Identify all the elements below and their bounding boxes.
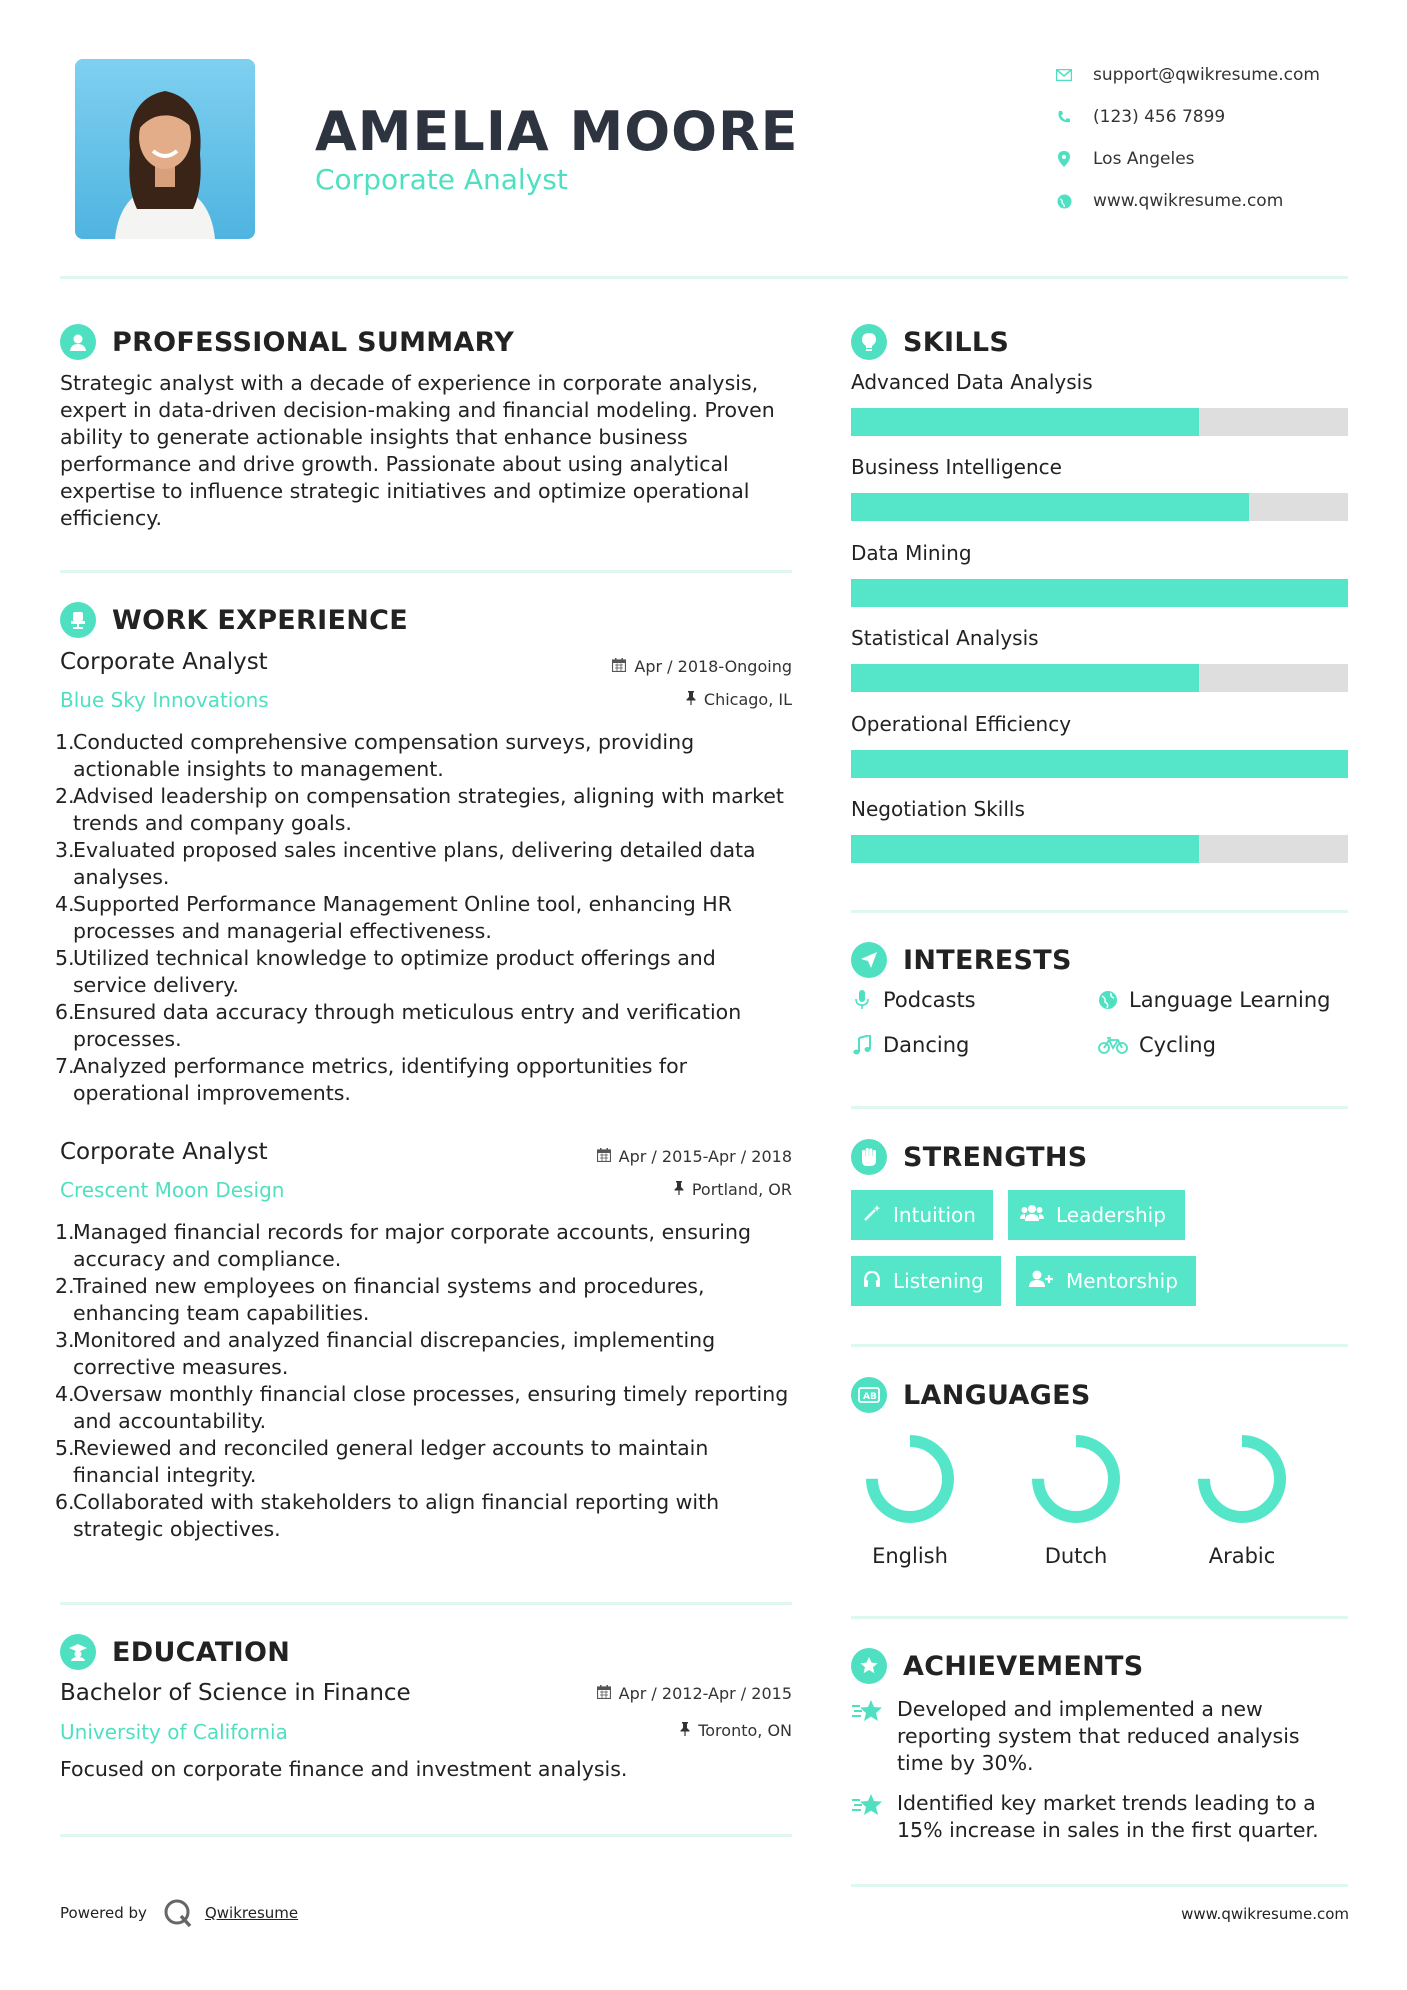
strengths-divider: [851, 1344, 1348, 1347]
skill-bar-fill: [851, 664, 1199, 692]
list-item: 6. Ensured data accuracy through meticulous entry and verification processes.: [55, 1000, 742, 1051]
strengths-heading-text: STRENGTHS: [903, 1141, 1088, 1173]
job-1-duties: [55, 729, 795, 1107]
languages-rings: [851, 1425, 1351, 1535]
list-item: 4. Supported Performance Management Online tool, enhancing HR processes and managerial effectiveness.: [55, 892, 732, 943]
work-heading-text: WORK EXPERIENCE: [112, 604, 408, 636]
lightbulb-icon: [851, 324, 887, 360]
education-description: Focused on corporate finance and investment analysis.: [60, 1757, 628, 1781]
interests-heading: [851, 942, 1072, 978]
qwikresume-logo-icon: [163, 1898, 193, 1928]
candidate-name: AMELIA MOORE: [315, 100, 799, 163]
achievements-divider: [851, 1884, 1348, 1887]
profile-avatar-icon: [75, 59, 255, 239]
calendar-icon: [612, 657, 626, 676]
microphone-icon: [851, 989, 873, 1011]
list-item: 5. Utilized technical knowledge to optimize product offerings and service delivery.: [55, 946, 716, 997]
header-divider: [60, 276, 1348, 279]
language-ring-dutch: [1038, 1441, 1114, 1517]
achievement-1: [851, 1696, 1337, 1777]
skill-bar-fill: [851, 579, 1348, 607]
language-english: English: [872, 1544, 948, 1568]
contact-list: [1055, 54, 1320, 222]
education-location-text: Toronto, ON: [698, 1721, 792, 1740]
headphones-icon: [863, 1269, 881, 1293]
resume-header: [0, 0, 1407, 280]
achievement-1-text: Developed and implemented a new reporting system that reduced analysis time by 30%.: [897, 1697, 1300, 1775]
calendar-icon: [597, 1684, 611, 1703]
achievements-heading-text: ACHIEVEMENTS: [903, 1650, 1144, 1682]
strength-listening: [851, 1256, 1001, 1306]
skill-bar: [851, 408, 1348, 436]
interests-divider: [851, 1106, 1348, 1109]
pin-icon: [686, 690, 696, 709]
globe-icon: [1097, 989, 1119, 1011]
languages-heading: [851, 1377, 1091, 1413]
language-ring-english: [872, 1441, 948, 1517]
location-icon: [1055, 150, 1073, 168]
user-icon: [60, 324, 96, 360]
skill-bar: [851, 750, 1348, 778]
interests-heading-text: INTERESTS: [903, 944, 1072, 976]
list-item: 1. Conducted comprehensive compensation surveys, providing actionable insights to management.: [55, 730, 695, 781]
award-icon: [851, 1648, 887, 1684]
users-icon: [1020, 1203, 1044, 1227]
job-1-title: Corporate Analyst: [60, 649, 268, 675]
language-ring-arabic: [1204, 1441, 1280, 1517]
job-2-location-text: Portland, OR: [691, 1180, 792, 1199]
globe-icon: [1055, 192, 1073, 210]
interest-podcasts: [851, 988, 976, 1012]
work-heading: [60, 602, 408, 638]
languages-heading-text: LANGUAGES: [903, 1379, 1091, 1411]
job-1-company: Blue Sky Innovations: [60, 688, 269, 712]
chair-icon: [60, 602, 96, 638]
list-item: 7. Analyzed performance metrics, identifying opportunities for operational improvements.: [55, 1054, 688, 1105]
interest-dancing: [851, 1033, 969, 1057]
skills-divider: [851, 910, 1348, 913]
interest-dancing-label: Dancing: [883, 1033, 970, 1057]
profile-photo: [75, 59, 255, 239]
pin-icon: [680, 1721, 690, 1740]
languages-divider: [851, 1616, 1348, 1619]
skill-bar: [851, 664, 1348, 692]
skills-heading: [851, 324, 1009, 360]
qwikresume-brand-link[interactable]: Qwikresume: [204, 1904, 299, 1922]
list-item: 2. Advised leadership on compensation strategies, aligning with market trends and company goals.: [55, 784, 784, 835]
magic-wand-icon: [863, 1203, 881, 1227]
contact-website[interactable]: [1055, 180, 1320, 222]
skill-label: Business Intelligence: [851, 455, 1062, 480]
job-2-dates: [597, 1147, 792, 1166]
candidate-title: Corporate Analyst: [315, 163, 568, 196]
achievement-2: [851, 1790, 1337, 1844]
job-1-dates: [612, 657, 792, 676]
envelope-icon: [1055, 66, 1073, 84]
list-item: 6. Collaborated with stakeholders to align financial reporting with strategic objectives.: [55, 1490, 720, 1541]
job-2-title: Corporate Analyst: [60, 1139, 268, 1165]
achievement-2-text: Identified key market trends leading to a 15% increase in sales in the first quarter.: [897, 1791, 1319, 1842]
bicycle-icon: [1097, 1034, 1129, 1056]
interest-language-learning: [1097, 988, 1330, 1012]
star-icon: [851, 1696, 887, 1777]
music-icon: [851, 1034, 873, 1056]
list-item: 2. Trained new employees on financial systems and procedures, enhancing team capabilities.: [55, 1274, 705, 1325]
interest-cycling-label: Cycling: [1139, 1033, 1216, 1057]
skill-bar-fill: [851, 750, 1348, 778]
education-heading-text: EDUCATION: [112, 1636, 291, 1668]
list-item: 3. Evaluated proposed sales incentive plans, delivering detailed data analyses.: [55, 838, 756, 889]
strength-listening-label: Listening: [893, 1269, 984, 1293]
skill-label: Data Mining: [851, 540, 972, 565]
powered-by-text: Powered by: [60, 1904, 147, 1922]
language-arabic: Arabic: [1208, 1544, 1276, 1568]
interest-language-learning-label: Language Learning: [1129, 988, 1331, 1012]
interest-cycling: [1097, 1033, 1216, 1057]
footer-powered-by: [60, 1898, 298, 1928]
education-school: University of California: [60, 1720, 288, 1744]
education-location: [680, 1721, 792, 1740]
strength-intuition-label: Intuition: [893, 1203, 976, 1227]
strength-intuition: [851, 1190, 993, 1240]
strength-leadership: [1008, 1190, 1185, 1240]
list-item: 3. Monitored and analyzed financial discrepancies, implementing corrective measures.: [55, 1328, 716, 1379]
education-dates: [597, 1684, 792, 1703]
skill-bar: [851, 493, 1348, 521]
fist-icon: [851, 1139, 887, 1175]
skill-label: Statistical Analysis: [851, 626, 1039, 651]
language-icon: [851, 1377, 887, 1413]
paper-plane-icon: [851, 942, 887, 978]
list-item: 1. Managed financial records for major corporate accounts, ensuring accuracy and compliance.: [55, 1220, 752, 1271]
skill-label: Negotiation Skills: [851, 797, 1025, 821]
contact-email-text: support@qwikresume.com: [1093, 65, 1320, 85]
skill-bar-fill: [851, 835, 1199, 863]
skill-bar-fill: [851, 408, 1199, 436]
job-2-duties: [55, 1219, 795, 1543]
language-dutch: Dutch: [1044, 1544, 1108, 1568]
list-item: 5. Reviewed and reconciled general ledger accounts to maintain financial integrity.: [55, 1436, 709, 1487]
svg-text:A: A: [863, 1392, 870, 1402]
skill-bar-fill: [851, 493, 1249, 521]
contact-email[interactable]: [1055, 54, 1320, 96]
contact-location-text: Los Angeles: [1093, 149, 1195, 169]
summary-divider: [60, 570, 792, 573]
work-divider: [60, 1602, 792, 1605]
job-2-dates-text: Apr / 2015-Apr / 2018: [618, 1147, 792, 1166]
contact-phone-text: (123) 456 7899: [1093, 107, 1226, 127]
graduate-icon: [60, 1634, 96, 1670]
contact-phone[interactable]: [1055, 96, 1320, 138]
skill-bar: [851, 579, 1348, 607]
summary-heading: [60, 324, 514, 360]
pin-icon: [674, 1180, 684, 1199]
skill-bar: [851, 835, 1348, 863]
skills-heading-text: SKILLS: [903, 326, 1010, 358]
job-1-location-text: Chicago, IL: [703, 690, 792, 709]
list-item: 4. Oversaw monthly financial close processes, ensuring timely reporting and accountability.: [55, 1382, 789, 1433]
strengths-heading: [851, 1139, 1088, 1175]
achievements-heading: [851, 1648, 1144, 1684]
education-divider: [60, 1834, 792, 1837]
summary-text: Strategic analyst with a decade of experience in corporate analysis, expert in data-driven decision-making and financial modeling. Proven ability to generate actionable insights that enhance business performance and drive growth. Passionate about using analytical expertise to influence strategic initiatives and optimize operational efficiency.: [60, 371, 775, 530]
calendar-icon: [597, 1147, 611, 1166]
strength-leadership-label: Leadership: [1056, 1203, 1166, 1227]
star-icon: [851, 1790, 887, 1844]
job-2-company: Crescent Moon Design: [60, 1178, 285, 1202]
skill-label: Operational Efficiency: [851, 711, 1072, 736]
contact-location: [1055, 138, 1320, 180]
contact-website-text: www.qwikresume.com: [1093, 191, 1284, 211]
job-1-location: [686, 690, 792, 709]
education-heading: [60, 1634, 290, 1670]
education-dates-text: Apr / 2012-Apr / 2015: [618, 1684, 792, 1703]
summary-heading-text: PROFESSIONAL SUMMARY: [112, 326, 515, 358]
education-degree: Bachelor of Science in Finance: [60, 1680, 411, 1706]
strength-mentorship-label: Mentorship: [1066, 1269, 1178, 1293]
strength-mentorship: [1016, 1256, 1196, 1306]
user-plus-icon: [1028, 1269, 1054, 1293]
job-1-dates-text: Apr / 2018-Ongoing: [634, 657, 792, 676]
job-2-location: [674, 1180, 792, 1199]
phone-icon: [1055, 108, 1073, 126]
skill-label: Advanced Data Analysis: [851, 370, 1093, 394]
svg-text:B: B: [870, 1392, 877, 1402]
footer-url[interactable]: www.qwikresume.com: [1181, 1905, 1349, 1923]
interest-podcasts-label: Podcasts: [883, 988, 976, 1012]
